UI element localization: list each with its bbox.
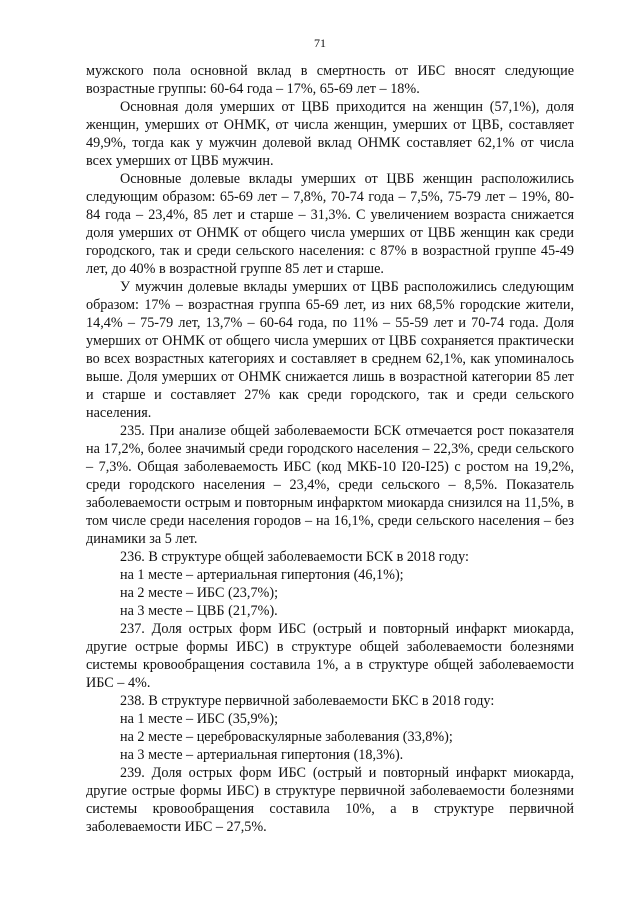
list-item-238-3: на 3 месте – артериальная гипертония (18,3%).	[120, 747, 404, 763]
list-item-236-1: на 1 месте – артериальная гипертония (46,1%);	[120, 567, 404, 583]
list-item-236-2: на 2 месте – ИБС (23,7%);	[120, 585, 279, 601]
paragraph-236: 236. В структуре общей заболеваемости БСК в 2018 году:	[120, 549, 469, 565]
paragraph-235: 235. При анализе общей заболеваемости БСК отмечается рост показателя на 17,2%, более значимый среди городского населения – 22,3%, среди сельского – 7,3%. Общая заболеваемость ИБС (код МКБ-10 I20-I25) с ростом на 19,2%, среди городского населения – 23,4%, среди сельского – 8,5%. Показатель заболеваемости острым и повторным инфарктом миокарда снизился на 11,5%, в том числе среди населения городов – на 16,1%, среди сельского населения – без динамики за 5 лет.	[86, 423, 574, 547]
list-item-238-1: на 1 месте – ИБС (35,9%);	[120, 711, 279, 727]
paragraph-238: 238. В структуре первичной заболеваемости БКС в 2018 году:	[120, 693, 495, 709]
document-body	[86, 62, 574, 836]
paragraph-cvb-women-age: Основные долевые вклады умерших от ЦВБ женщин расположились следующим образом: 65-69 лет – 7,8%, 70-74 года – 7,5%, 75-79 лет – 19%, 80-84 года – 23,4%, 85 лет и старше – 31,3%. С увеличением возраста снижается доля умерших от ОНМК от общего числа умерших от ЦВБ женщин как среди городского, так и среди сельского населения: с 87% в возрастной группе 45-49 лет, до 40% в возрастной группе 85 лет и старше.	[86, 171, 574, 277]
paragraph-cvb-men-age: У мужчин долевые вклады умерших от ЦВБ расположились следующим образом: 17% – возрастная группа 65-69 лет, из них 68,5% городские жители, 14,4% – 75-79 лет, 13,7% – 60-64 года, по 11% – 55-59 лет и 70-74 года. Доля умерших от ОНМК от общего числа умерших от ЦВБ сохраняется практически во всех возрастных категориях и составляет в среднем 62,1%, как упоминалось выше. Доля умерших от ОНМК снижается лишь в возрастной категории 85 лет и старше и составляет 27% как среди городского, так и среди сельского населения.	[86, 279, 574, 421]
paragraph-239: 239. Доля острых форм ИБС (острый и повторный инфаркт миокарда, другие острые формы ИБС) в структуре первичной заболеваемости болезнями системы кровообращения составила 10%, а в структуре первичной заболеваемости ИБС – 27,5%.	[86, 765, 574, 835]
list-item-236-3: на 3 месте – ЦВБ (21,7%).	[120, 603, 278, 619]
page-number: 71	[314, 36, 326, 50]
paragraph-continuation: мужского пола основной вклад в смертность от ИБС вносят следующие возрастные группы: 60-64 года – 17%, 65-69 лет – 18%.	[86, 63, 574, 97]
paragraph-237: 237. Доля острых форм ИБС (острый и повторный инфаркт миокарда, другие острые формы ИБС) в структуре общей заболеваемости болезнями системы кровообращения составила 1%, а в структуре общей заболеваемости ИБС – 4%.	[86, 621, 574, 691]
paragraph-cvb-women-share: Основная доля умерших от ЦВБ приходится на женщин (57,1%), доля женщин, умерших от ОНМК, от числа женщин, умерших от ЦВБ, составляет 49,9%, тогда как у мужчин долевой вклад ОНМК составляет 62,1% от числа всех умерших от ЦВБ мужчин.	[86, 99, 574, 169]
list-item-238-2: на 2 месте – цереброваскулярные заболевания (33,8%);	[120, 729, 453, 745]
